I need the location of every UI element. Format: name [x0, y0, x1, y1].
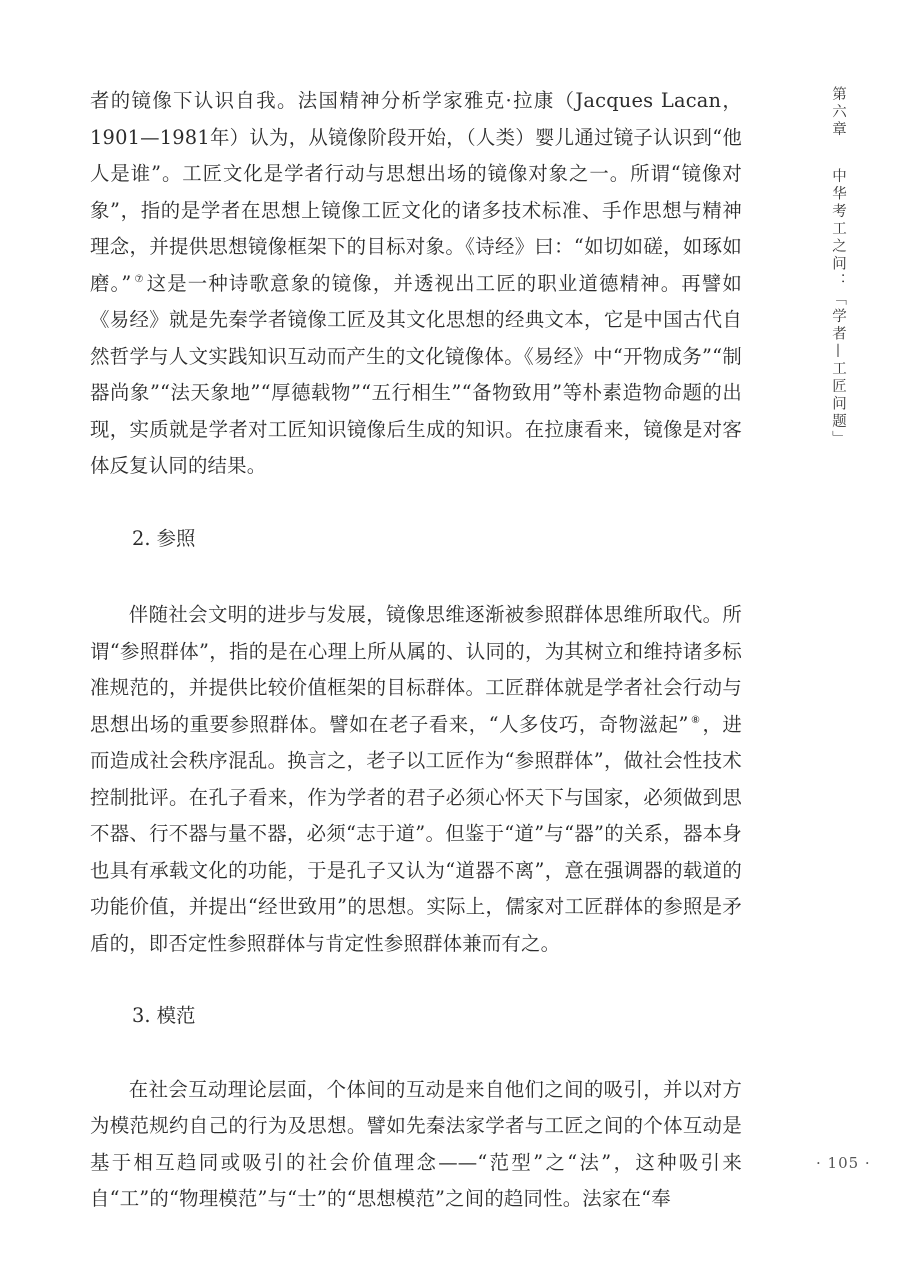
footnote-marker: ⑦ [133, 274, 145, 286]
paragraph-text: 这是一种诗歌意象的镜像，并透视出工匠的职业道德精神。再譬如《易经》就是先秦学者镜像工匠及其文化思想的经典文本，它是中国古代自然哲学与人文实践知识互动而产生的文化镜像体。《易经》中“开物成务”“制器尚象”“法天象地”“厚德载物”“五行相生”“备物致用”等朴素造物命题的出现，实质就是学者对工匠知识镜像后生成的知识。在拉康看来，镜像是对客体反复认同的结果。 [90, 271, 742, 477]
body-text [90, 83, 742, 1218]
chapter-title: 中华考工之问：「学者—工匠问题」 [830, 168, 846, 449]
chapter-label: 第六章 [830, 86, 846, 139]
page-number: · 105 · [816, 1154, 871, 1172]
section-heading-model: 3. 模范 [132, 1004, 196, 1027]
paragraph-reference-group [90, 597, 742, 962]
paragraph-text: 者的镜像下认识自我。法国精神分析学家雅克·拉康（Jacques Lacan，1901—1981年）认为，从镜像阶段开始，（人类）婴儿通过镜子认识到“他人是谁”。工匠文化是学者行动与思想出场的镜像对象之一。所谓“镜像对象”，指的是学者在思想上镜像工匠文化的诸多技术标准、手作思想与精神理念，并提供思想镜像框架下的目标对象。《诗经》曰：“如切如磋，如琢如磨。” [90, 89, 742, 295]
running-head [828, 86, 849, 448]
paragraph-mirror-image [90, 83, 742, 485]
paragraph-text: ，进而造成社会秩序混乱。换言之，老子以工匠作为“参照群体”，做社会性技术控制批评。在孔子看来，作为学者的君子必须心怀天下与国家，必须做到思不器、行不器与量不器，必须“志于道”。但鉴于“道”与“器”的关系，器本身也具有承载文化的功能，于是孔子又认为“道器不离”，意在强调器的载道的功能价值，并提出“经世致用”的思想。实际上，儒家对工匠群体的参照是矛盾的，即否定性参照群体与肯定性参照群体兼而有之。 [90, 712, 742, 955]
paragraph-model: 在社会互动理论层面，个体间的互动是来自他们之间的吸引，并以对方为模范规约自己的行为及思想。譬如先秦法家学者与工匠之间的个体互动是基于相互趋同或吸引的社会价值理念——“范型”之“法”，这种吸引来自“工”的“物理模范”与“士”的“思想模范”之间的趋同性。法家在“奉 [90, 1077, 742, 1210]
paragraph-text: 伴随社会文明的进步与发展，镜像思维逐渐被参照群体思维所取代。所谓“参照群体”，指的是在心理上所从属的、认同的，为其树立和维持诸多标准规范的，并提供比较价值框架的目标群体。工匠群体就是学者社会行动与思想出场的重要参照群体。譬如在老子看来，“人多伎巧，奇物滋起” [90, 603, 742, 736]
footnote-marker: ⑧ [690, 715, 701, 727]
section-heading-reference: 2. 参照 [132, 526, 196, 550]
